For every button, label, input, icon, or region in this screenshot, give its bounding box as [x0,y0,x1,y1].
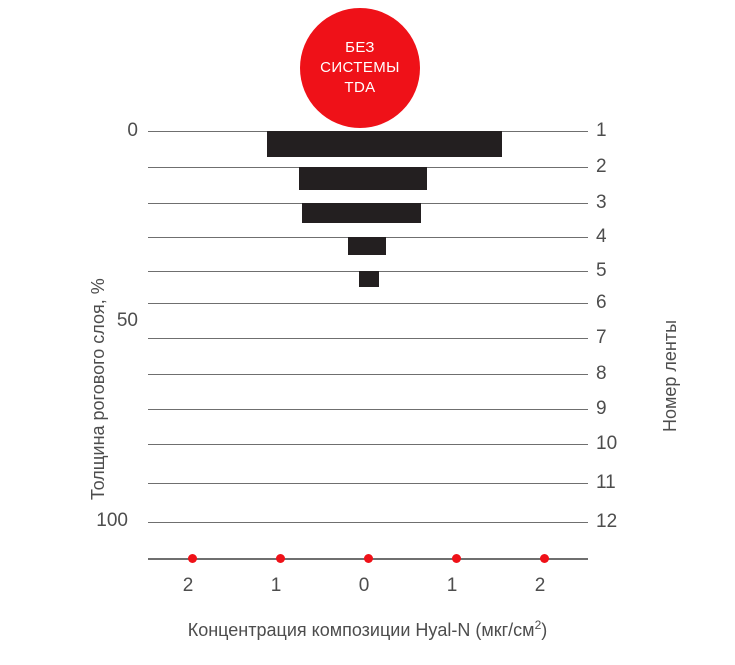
tape-number-12: 12 [596,511,618,532]
gridline-11 [148,483,588,484]
tape-number-9: 9 [596,398,607,419]
tape-number-4: 4 [596,226,607,247]
gridline-7 [148,338,588,339]
axis-dot-plus-1 [452,554,461,563]
plot-area [148,131,588,525]
x-axis-title [0,618,735,641]
gridline-9 [148,409,588,410]
tape-number-5: 5 [596,260,607,281]
x-axis-title-main: Концентрация композиции Hyal-N (мкг/см [187,620,535,640]
y-tick-50: 50 [116,310,138,331]
concentration-axis [148,558,588,560]
tape-number-7: 7 [596,327,607,348]
x-tick-1: 1 [270,575,282,596]
tape-number-6: 6 [596,292,607,313]
axis-dot-minus-1 [276,554,285,563]
badge-no-tda-system [300,8,420,128]
tape-number-1: 1 [596,120,607,141]
gridline-8 [148,374,588,375]
tape-number-8: 8 [596,363,607,384]
tape-number-3: 3 [596,192,607,213]
badge-line-2: СИСТЕМЫ [320,58,400,76]
tape-number-11: 11 [596,472,616,493]
axis-dot-plus-2 [540,554,549,563]
y-tick-0: 0 [127,120,138,141]
gridline-6 [148,303,588,304]
bar-tape-5 [359,271,379,287]
bar-tape-1 [267,131,502,157]
gridline-12 [148,522,588,523]
bar-tape-2 [299,167,427,190]
axis-dot-zero [364,554,373,563]
x-tick-3: 1 [446,575,458,596]
axis-dot-minus-2 [188,554,197,563]
tape-number-2: 2 [596,156,607,177]
x-axis-title-tail: ) [541,620,548,640]
badge-line-3: TDA [344,79,376,97]
bar-tape-3 [302,203,421,223]
gridline-10 [148,444,588,445]
y-axis-title-left: Толщина рогового слоя, % [88,278,108,500]
y-axis-title-right: Номер ленты [660,319,680,432]
x-tick-4: 2 [534,575,546,596]
x-tick-2: 0 [358,575,370,596]
badge-line-1: БЕЗ [345,38,375,56]
x-tick-0: 2 [182,575,194,596]
y-tick-100: 100 [96,510,128,531]
tape-number-10: 10 [596,433,618,454]
bar-tape-4 [348,237,386,255]
x-axis-title-sup: 2 [534,618,542,632]
